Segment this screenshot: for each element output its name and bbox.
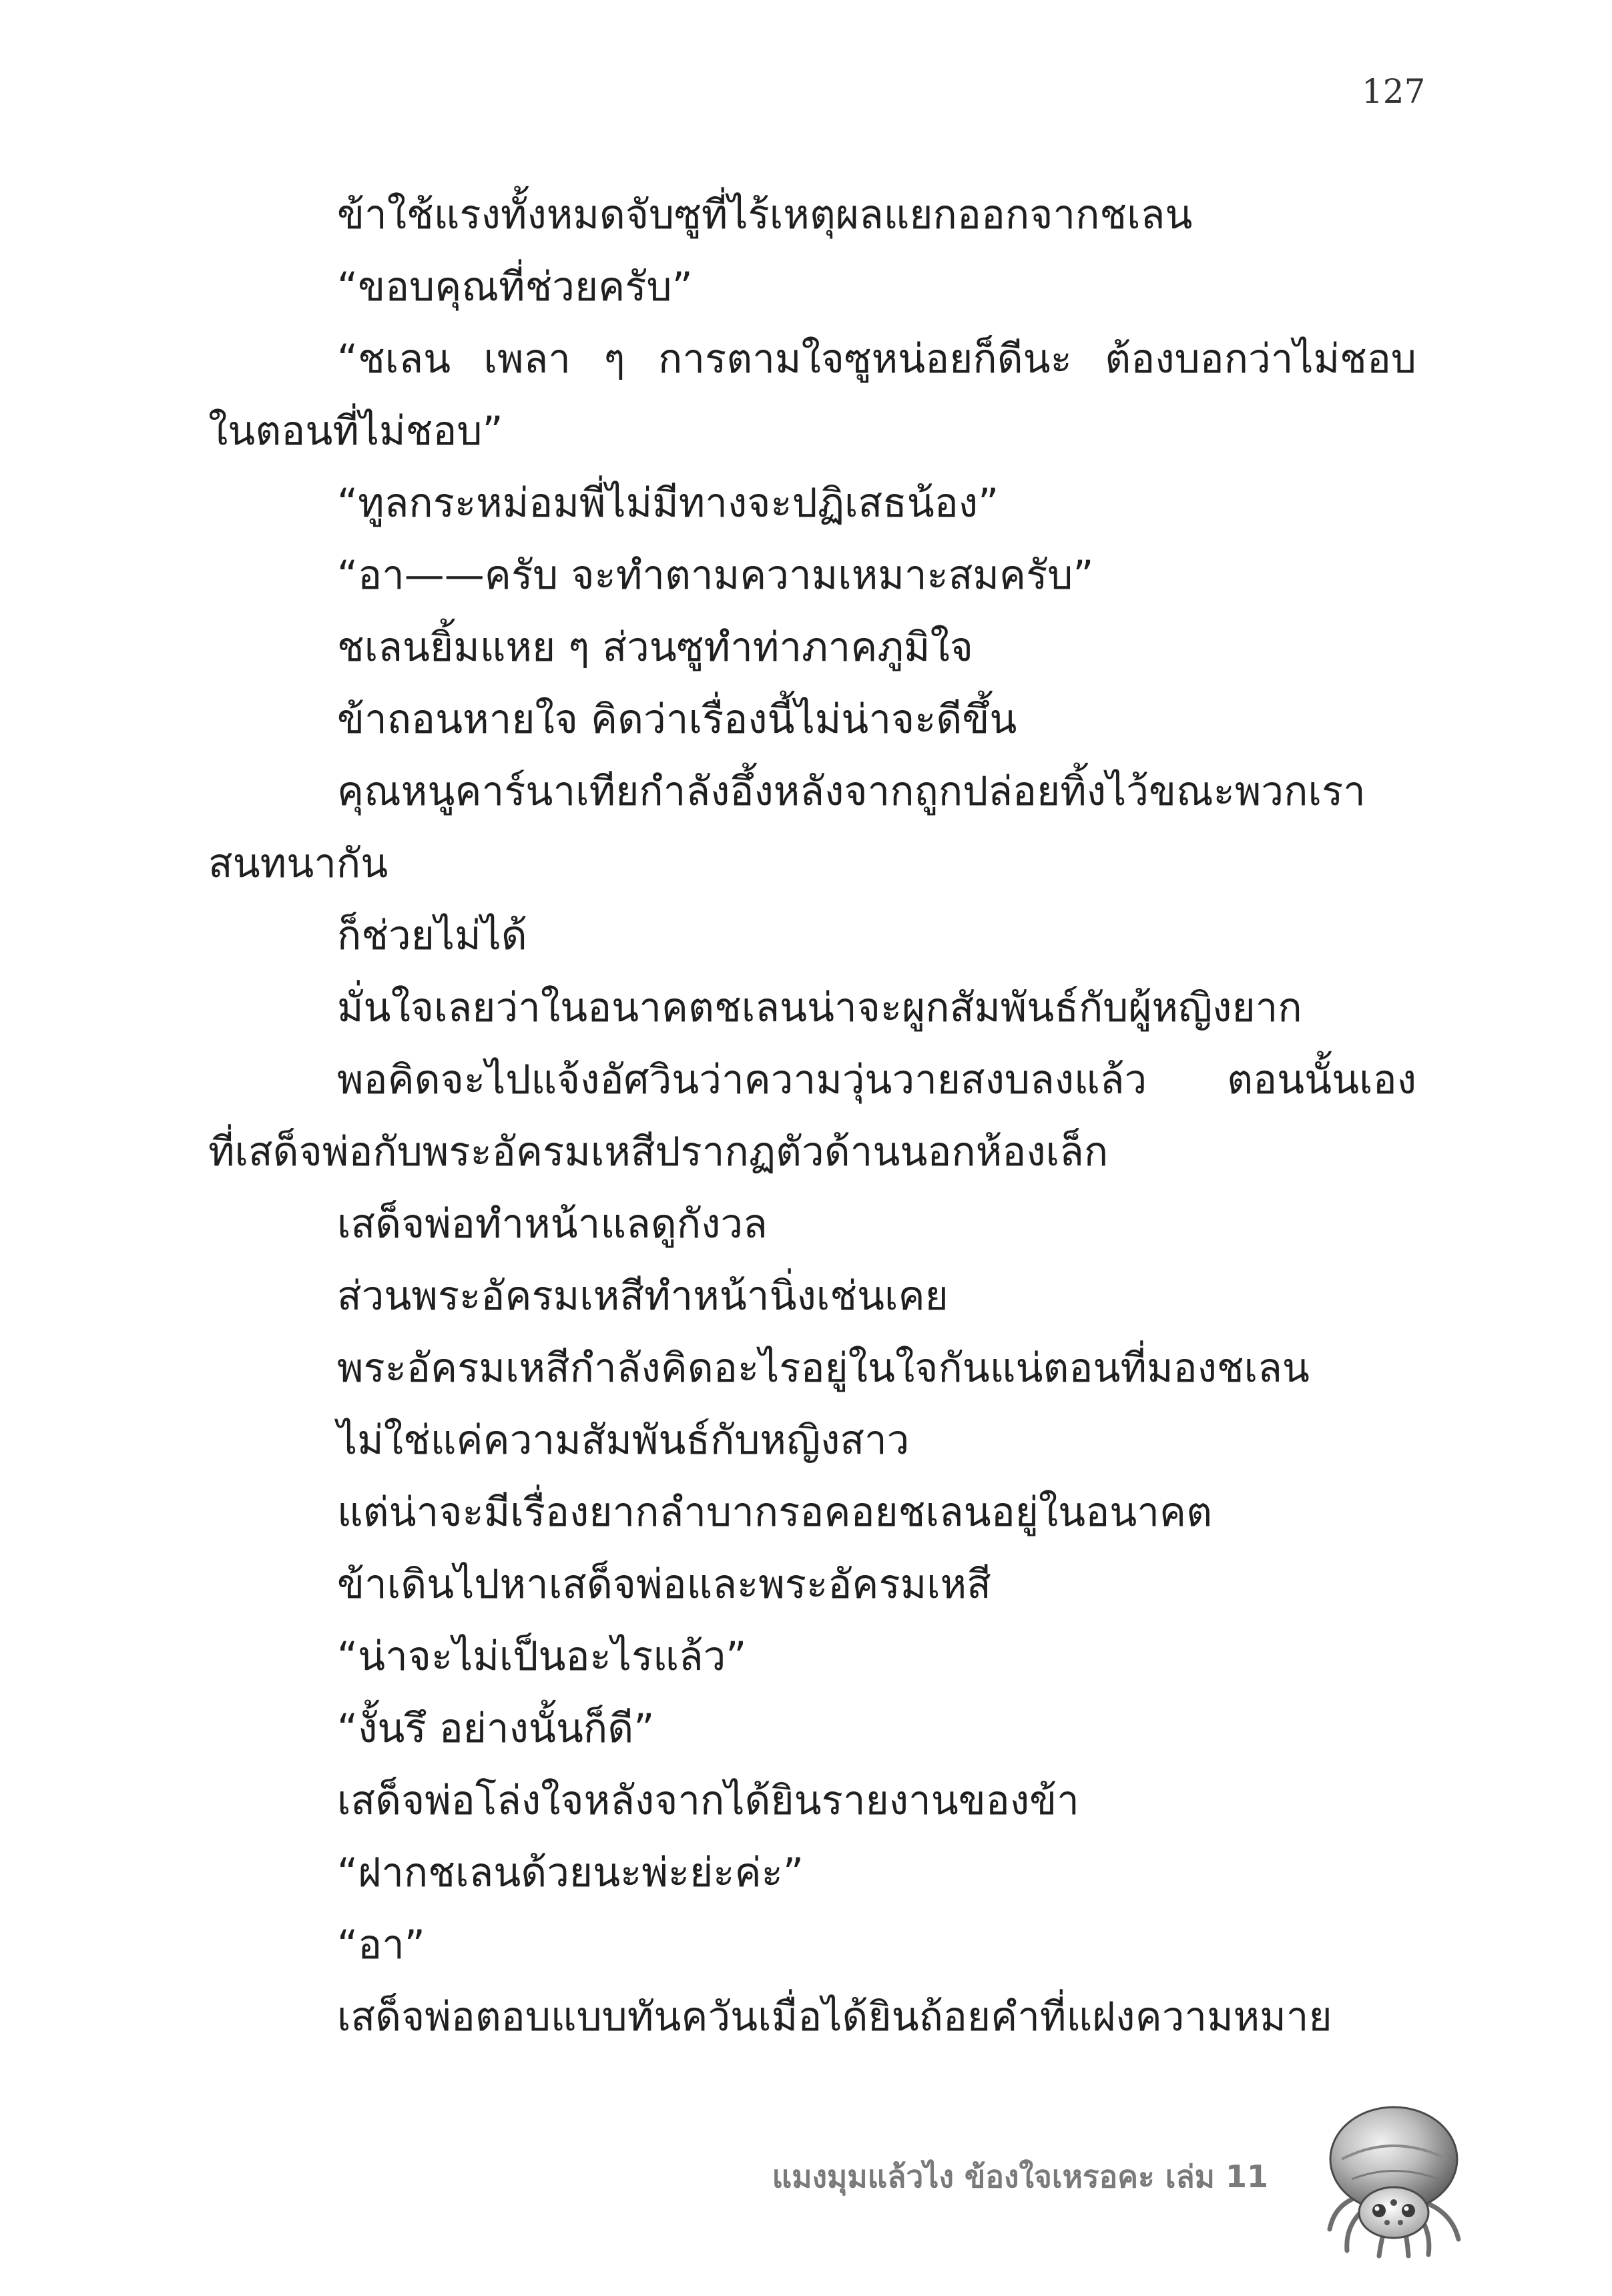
text-line: ข้าถอนหายใจ คิดว่าเรื่องนี้ไม่น่าจะดีขึ้น — [337, 696, 1017, 743]
footer-book-title: แมงมุมแล้วไง ข้องใจเหรอคะ เล่ม 11 — [772, 2159, 1268, 2195]
text-line: พอคิดจะไปแจ้งอัศวินว่าความวุ่นวายสงบลงแล้ว ตอนนั้นเอง — [337, 1057, 1416, 1103]
text-line: “ฝากชเลนด้วยนะพ่ะย่ะค่ะ” — [337, 1849, 804, 1896]
text-line: ชเลนยิ้มแหย ๆ ส่วนซูทำท่าภาคภูมิใจ — [337, 624, 973, 671]
text-line: “น่าจะไม่เป็นอะไรแล้ว” — [337, 1633, 747, 1680]
text-line: มั่นใจเลยว่าในอนาคตชเลนน่าจะผูกสัมพันธ์กับผู้หญิงยาก — [337, 984, 1302, 1031]
text-line: ไม่ใช่แค่ความสัมพันธ์กับหญิงสาว — [337, 1417, 910, 1464]
text-line: พระอัครมเหสีกำลังคิดอะไรอยู่ในใจกันแน่ตอนที่มองชเลน — [337, 1345, 1310, 1392]
text-line: คุณหนูคาร์นาเทียกำลังอึ้งหลังจากถูกปล่อยทิ้งไว้ขณะพวกเรา — [337, 768, 1366, 815]
page-number: 127 — [1362, 72, 1426, 111]
text-line: แต่น่าจะมีเรื่องยากลำบากรอคอยชเลนอยู่ในอนาคต — [337, 1489, 1213, 1536]
text-line: เสด็จพ่อทำหน้าแลดูกังวล — [337, 1201, 768, 1247]
text-line: “อา——ครับ จะทำตามความเหมาะสมครับ” — [337, 552, 1094, 599]
text-line: ส่วนพระอัครมเหสีทำหน้านิ่งเช่นเคย — [337, 1273, 949, 1320]
text-line: ข้าเดินไปหาเสด็จพ่อและพระอัครมเหสี — [337, 1561, 991, 1608]
text-line: “ขอบคุณที่ช่วยครับ” — [337, 264, 693, 310]
text-line: “งั้นรึ อย่างนั้นก็ดี” — [337, 1705, 655, 1752]
text-line: ที่เสด็จพ่อกับพระอัครมเหสีปรากฏตัวด้านนอกห้องเล็ก — [208, 1129, 1109, 1175]
text-line: ในตอนที่ไม่ชอบ” — [208, 408, 503, 455]
text-line: ข้าใช้แรงทั้งหมดจับซูที่ไร้เหตุผลแยกออกจากชเลน — [337, 192, 1193, 238]
text-line: สนทนากัน — [208, 840, 388, 887]
text-line: เสด็จพ่อโล่งใจหลังจากได้ยินรายงานของข้า — [337, 1777, 1079, 1824]
spider-mascot-icon — [1315, 2096, 1482, 2263]
text-line: เสด็จพ่อตอบแบบทันควันเมื่อได้ยินถ้อยคำที่แฝงความหมาย — [337, 1994, 1332, 2040]
body-text — [208, 179, 1416, 2053]
text-line: “ชเลน เพลา ๆ การตามใจซูหน่อยก็ดีนะ ต้องบอกว่าไม่ชอบ — [337, 336, 1416, 382]
text-line: ก็ช่วยไม่ได้ — [337, 912, 527, 959]
text-line: “อา” — [337, 1922, 425, 1968]
text-line: “ทูลกระหม่อมพี่ไม่มีทางจะปฏิเสธน้อง” — [337, 480, 999, 527]
